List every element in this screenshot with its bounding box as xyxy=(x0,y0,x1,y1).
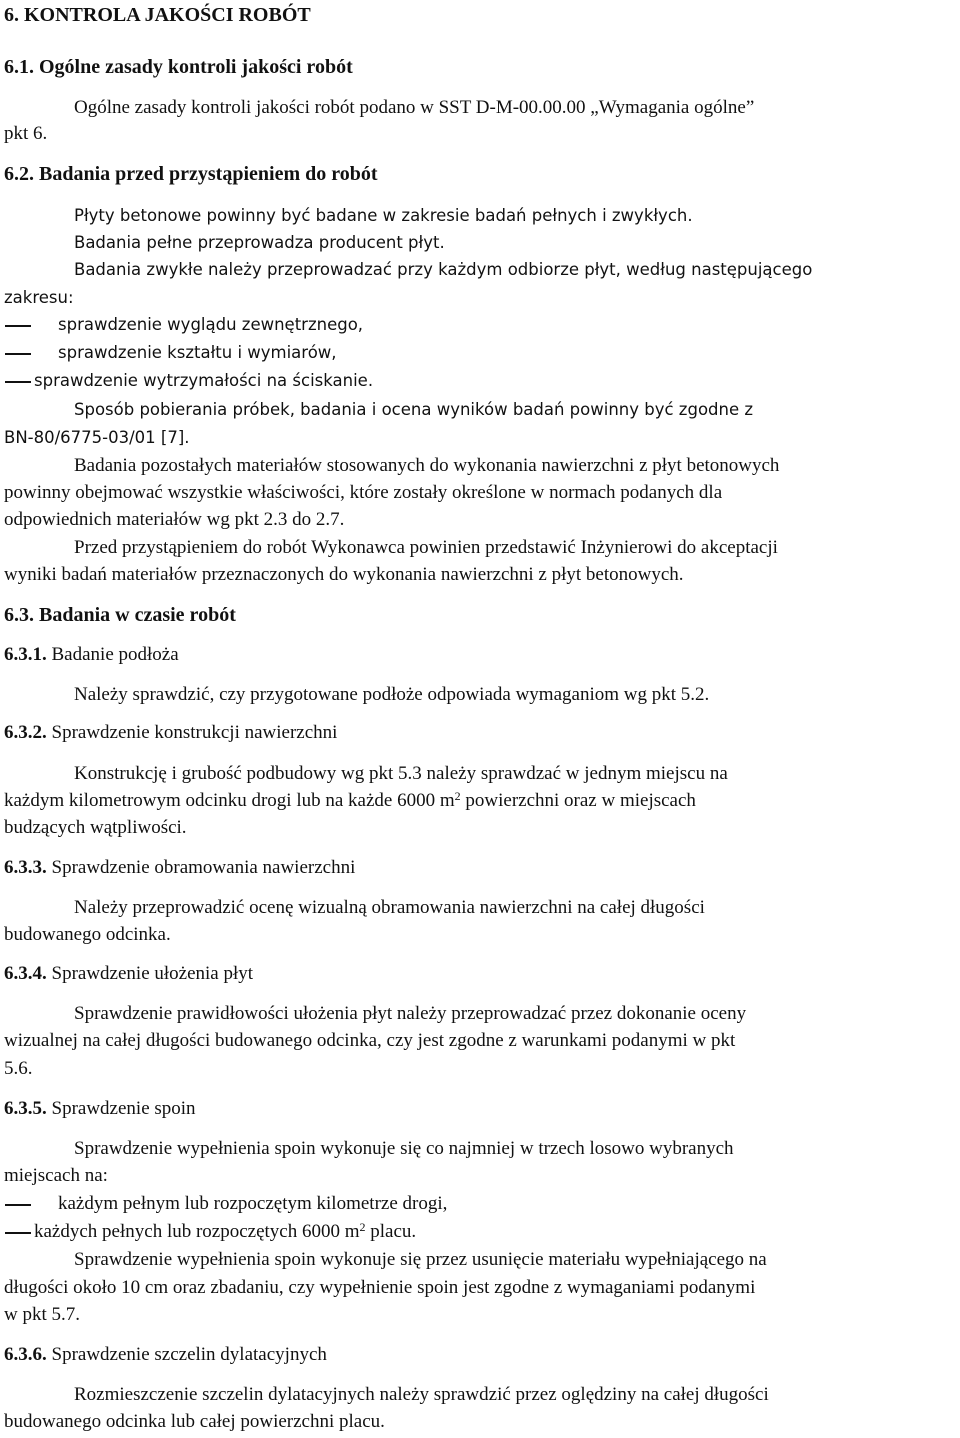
heading-number: 6.3.3. xyxy=(4,857,47,878)
heading-number: 6.3.6. xyxy=(4,1344,47,1365)
section-6-1-heading: 6.1. Ogólne zasady kontroli jakości robót xyxy=(4,56,353,78)
paragraph-6-3-6-line-1: Rozmieszczenie szczelin dylatacyjnych należy sprawdzić przez oględziny na całej długości xyxy=(74,1384,769,1405)
heading-number: 6.3.4. xyxy=(4,963,47,984)
section-6-3-2-heading xyxy=(4,722,337,744)
superscript: 2 xyxy=(359,1220,366,1234)
paragraph-6-2-line-8: powinny obejmować wszystkie właściwości, które zostały określone w normach podanych dla xyxy=(4,482,723,503)
paragraph-6-2-line-1: Płyty betonowe powinny być badane w zakresie badań pełnych i zwykłych. xyxy=(74,206,693,225)
paragraph-6-3-5-line-4: długości około 10 cm oraz zbadaniu, czy wypełnienie spoin jest zgodne z wymaganiami podanymi xyxy=(4,1277,756,1298)
paragraph-6-2-line-5: Sposób pobierania próbek, badania i ocena wyników badań powinny być zgodne z xyxy=(74,400,754,419)
heading-number: 6.3.1. xyxy=(4,644,47,665)
section-6-3-heading: 6.3. Badania w czasie robót xyxy=(4,604,236,626)
list-bullet-dash xyxy=(5,325,31,327)
heading-number: 6.3.5. xyxy=(4,1098,47,1119)
paragraph-6-2-line-4: zakresu: xyxy=(4,288,74,307)
paragraph-6-3-3-line-2: budowanego odcinka. xyxy=(4,924,171,945)
paragraph-6-3-3-line-1: Należy przeprowadzić ocenę wizualną obramowania nawierzchni na całej długości xyxy=(74,897,705,918)
paragraph-6-3-1: Należy sprawdzić, czy przygotowane podłoże odpowiada wymaganiom wg pkt 5.2. xyxy=(74,684,710,705)
list-bullet-dash xyxy=(5,1232,31,1234)
paragraph-6-2-line-6: BN-80/6775-03/01 [7]. xyxy=(4,428,190,447)
list-item: sprawdzenie kształtu i wymiarów, xyxy=(58,343,337,362)
paragraph-6-3-4-line-2: wizualnej na całej długości budowanego odcinka, czy jest zgodne z warunkami podanymi w pkt xyxy=(4,1030,736,1051)
paragraph-6-3-5-line-1: Sprawdzenie wypełnienia spoin wykonuje się co najmniej w trzech losowo wybranych xyxy=(74,1138,734,1159)
paragraph-6-3-5-line-3: Sprawdzenie wypełnienia spoin wykonuje się przez usunięcie materiału wypełniającego na xyxy=(74,1249,767,1270)
section-6-3-3-heading xyxy=(4,857,355,879)
list-bullet-dash xyxy=(5,381,31,383)
section-6-heading: 6. KONTROLA JAKOŚCI ROBÓT xyxy=(4,4,311,26)
list-bullet-dash xyxy=(5,353,31,355)
paragraph-6-1-line-1: Ogólne zasady kontroli jakości robót podano w SST D-M-00.00.00 „Wymagania ogólne” xyxy=(74,97,755,118)
section-6-3-6-heading xyxy=(4,1344,327,1366)
paragraph-6-2-line-7: Badania pozostałych materiałów stosowanych do wykonania nawierzchni z płyt betonowych xyxy=(74,455,780,476)
list-bullet-dash xyxy=(5,1204,31,1206)
paragraph-6-2-line-2: Badania pełne przeprowadza producent płyt. xyxy=(74,233,445,252)
heading-text: Sprawdzenie szczelin dylatacyjnych xyxy=(46,1344,327,1365)
paragraph-6-2-line-3: Badania zwykłe należy przeprowadzać przy każdym odbiorze płyt, według następującego xyxy=(74,260,813,279)
section-6-3-5-heading xyxy=(4,1098,196,1120)
heading-text: Sprawdzenie obramowania nawierzchni xyxy=(46,857,356,878)
superscript: 2 xyxy=(454,789,461,803)
heading-text: Sprawdzenie spoin xyxy=(46,1098,196,1119)
text-run: powierzchni oraz w miejscach xyxy=(460,790,696,811)
text-run: każdym kilometrowym odcinku drogi lub na każde 6000 m xyxy=(4,790,455,811)
list-item xyxy=(34,1221,416,1243)
paragraph-6-2-line-11: wyniki badań materiałów przeznaczonych do wykonania nawierzchni z płyt betonowych. xyxy=(4,564,684,585)
text-run: każdych pełnych lub rozpoczętych 6000 m xyxy=(34,1221,360,1242)
heading-number: 6.3.2. xyxy=(4,722,47,743)
section-6-2-heading: 6.2. Badania przed przystąpieniem do robót xyxy=(4,163,378,185)
section-6-3-1-heading xyxy=(4,644,179,666)
paragraph-6-2-line-10: Przed przystąpieniem do robót Wykonawca powinien przedstawić Inżynierowi do akceptacji xyxy=(74,537,778,558)
list-item: sprawdzenie wytrzymałości na ściskanie. xyxy=(34,371,374,390)
paragraph-6-3-5-line-2: miejscach na: xyxy=(4,1165,108,1186)
paragraph-6-3-2-line-2 xyxy=(4,790,696,812)
paragraph-6-3-2-line-1: Konstrukcję i grubość podbudowy wg pkt 5.3 należy sprawdzać w jednym miejscu na xyxy=(74,763,728,784)
paragraph-6-3-6-line-2: budowanego odcinka lub całej powierzchni placu. xyxy=(4,1411,385,1432)
paragraph-6-1-line-2: pkt 6. xyxy=(4,123,48,144)
list-item: sprawdzenie wyglądu zewnętrznego, xyxy=(58,315,364,334)
list-item: każdym pełnym lub rozpoczętym kilometrze drogi, xyxy=(58,1193,448,1214)
paragraph-6-3-4-line-3: 5.6. xyxy=(4,1058,33,1079)
paragraph-6-3-2-line-3: budzących wątpliwości. xyxy=(4,817,187,838)
heading-text: Sprawdzenie konstrukcji nawierzchni xyxy=(46,722,338,743)
paragraph-6-2-line-9: odpowiednich materiałów wg pkt 2.3 do 2.7. xyxy=(4,509,345,530)
text-run: placu. xyxy=(365,1221,417,1242)
heading-text: Sprawdzenie ułożenia płyt xyxy=(46,963,254,984)
paragraph-6-3-4-line-1: Sprawdzenie prawidłowości ułożenia płyt należy przeprowadzać przez dokonanie oceny xyxy=(74,1003,747,1024)
heading-text: Badanie podłoża xyxy=(46,644,179,665)
paragraph-6-3-5-line-5: w pkt 5.7. xyxy=(4,1304,80,1325)
section-6-3-4-heading xyxy=(4,963,253,985)
